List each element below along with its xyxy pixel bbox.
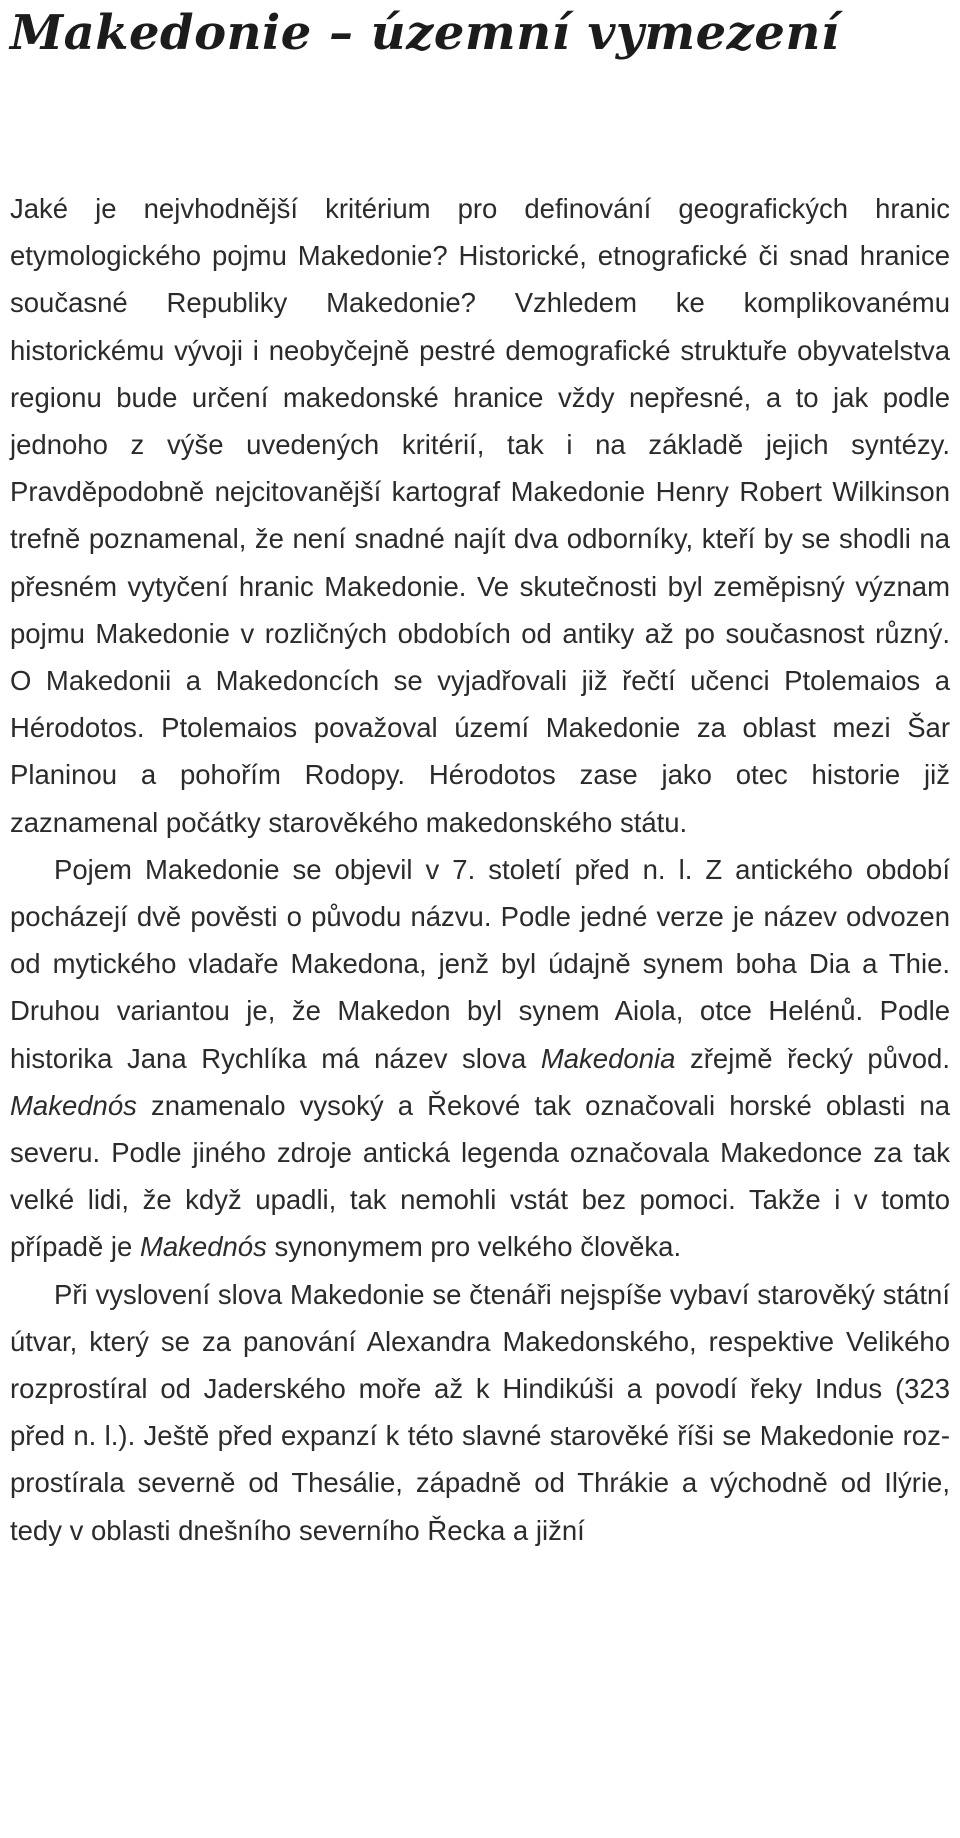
- paragraph-1: [10, 185, 950, 846]
- term-makednos: Makednós: [139, 1231, 267, 1263]
- paragraph-2: [10, 846, 950, 1271]
- paragraph-2-segment: Pojem Makedonie se objevil v 7. století před n. l. Z antického období pocházejí dvě pověsti o původu názvu. Podle jedné verze je název odvozen od mytického vladaře Makedona, jenž byl údajně synem boha Dia a Thie. Druhou variantou je, že Makedon byl synem Aiola, otce Helénů. Podle historika Jana Rychlíka má název slova: [10, 853, 950, 1074]
- page-title: Makedonie – územní vymezení: [10, 5, 840, 61]
- document-page: [10, 0, 950, 1546]
- term-makednos: Makednós: [10, 1089, 137, 1121]
- paragraph-3-text: Při vyslovení slova Makedonie se čtenáři nejspíše vybaví starověký státní útvar, který se za panování Alexandra Makedonského, respektive Velikého rozprostíral od Jaderského moře až k Hindikúši a povodí řeky Indus (323 před n. l.). Ještě před expanzí k této slavné starověké říši se Makedonie rozprostírala severně od Thesálie, západně od Thrákie a východně od Ilýrie, tedy v oblasti dnešního severního Řecka a jižní: [10, 1278, 950, 1546]
- term-makedonia: Makedonia: [540, 1042, 676, 1074]
- paragraph-2-segment: zřejmě řecký původ.: [675, 1042, 950, 1074]
- paragraph-1-text: Jaké je nejvhodnější kritérium pro definování geografických hranic etymologického pojmu Makedonie? Historické, etnografické či snad hranice současné Republiky Makedonie? Vzhledem ke komplikovanému historickému vývoji i neobyčejně pestré demografické struktuře obyvatelstva regionu bude určení makedonské hranice vždy nepřesné, a to jak podle jednoho z výše uvedených kritérií, tak i na základě jejich syntézy. Pravděpodobně nejcitovanější kartograf Makedonie Henry Robert Wilkinson trefně poznamenal, že není snadné najít dva odborníky, kteří by se shodli na přesném vytyčení hranic Makedonie. Ve skutečnosti byl zeměpisný význam pojmu Makedonie v rozličných obdobích od antiky až po současnost různý. O Makedonii a Makedoncích se vyjadřovali již řečtí učenci Ptolemaios a Hérodotos. Ptolemaios považoval území Makedonie za oblast mezi Šar Planinou a pohořím Rodopy. Hérodotos zase jako otec historie již zaznamenal počátky starověkého makedonského státu.: [10, 193, 950, 838]
- paragraph-2-segment: znamenalo vysoký a Řekové tak označovali horské oblasti na severu. Podle jiného zdroje antická legenda označovala Makedonce za tak velké lidi, že když upadli, tak nemohli vstát bez pomoci. Takže i v tomto případě je: [10, 1089, 950, 1263]
- article-body: [10, 185, 950, 1554]
- paragraph-2-segment: synonymem pro velkého člověka.: [266, 1231, 682, 1263]
- paragraph-3: [10, 1271, 950, 1554]
